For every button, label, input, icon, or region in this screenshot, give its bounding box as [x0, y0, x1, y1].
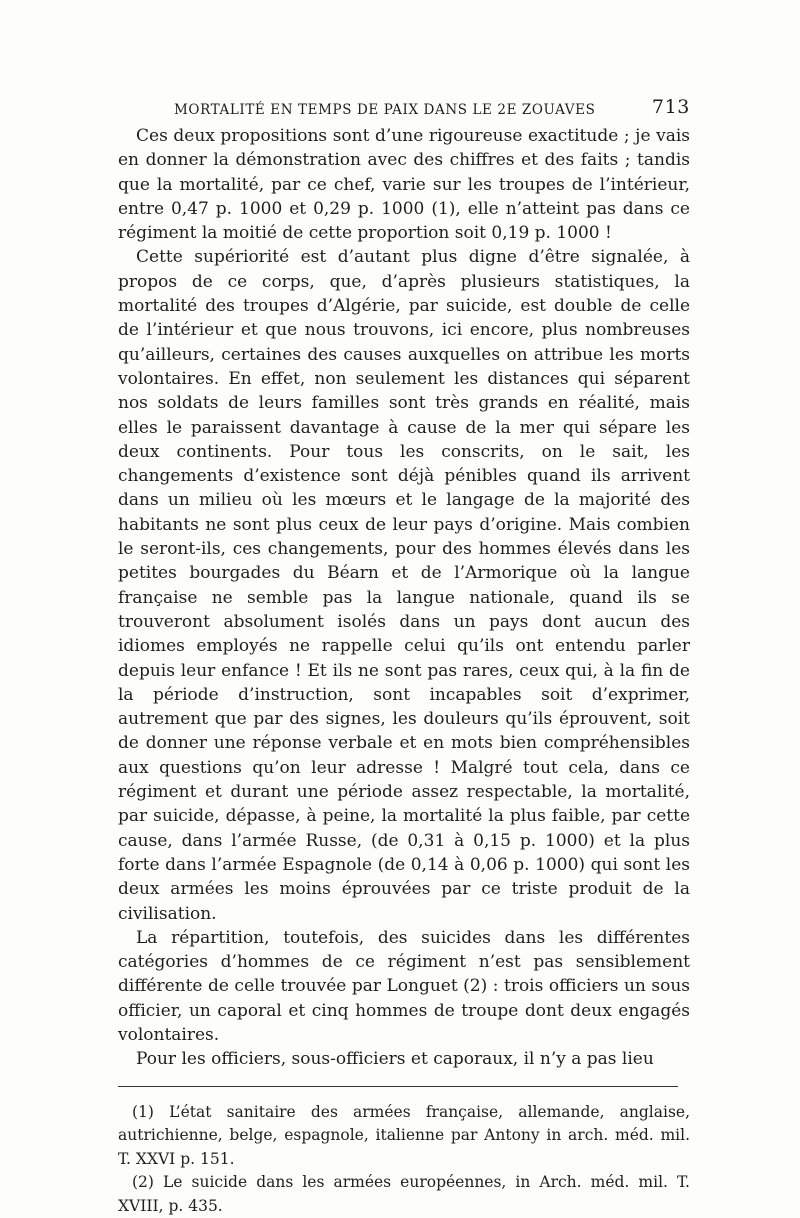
paragraph: Ces deux propositions sont d’une rigoureuse exactitude ; je vais en donner la démonstration avec des chiffres et des faits ; tandis que la mortalité, par ce chef, varie sur les troupes de l’intérieur, entre 0,47 p. 1000 et 0,29 p. 1000 (1), elle n’atteint pas dans ce régiment la moitié de cette proportion soit 0,19 p. 1000 ! — [118, 126, 690, 244]
footnotes — [118, 1101, 690, 1218]
paragraph: Cette supériorité est d’autant plus digne d’être signalée, à propos de ce corps, que, d’après plusieurs statistiques, la mortalité des troupes d’Algérie, par suicide, est double de celle de l’intérieur et que nous trouvons, ici encore, plus nombreuses qu’ailleurs, certaines des causes auxquelles on attribue les morts volontaires. En effet, non seulement les distances qui séparent nos soldats de leurs familles sont très grands en réalité, mais elles le paraissent davantage à cause de la mer qui sépare les deux continents. Pour tous les conscrits, on le sait, les changements d’existence sont déjà pénibles quand ils arrivent dans un milieu où les mœurs et le langage de la majorité des habitants ne sont plus ceux de leur pays d’origine. Mais combien le seront-ils, ces changements, pour des hommes élevés dans les petites bourgades du Béarn et de l’Armorique où la langue française ne semble pas la langue nationale, quand ils se trouveront absolument isolés dans un pays dont aucun des idiomes employés ne rappelle celui qu’ils ont entendu parler depuis leur enfance ! Et ils ne sont pas rares, ceux qui, à la fin de la période d’instruction, sont incapables soit d’exprimer, autrement que par des signes, les douleurs qu’ils éprouvent, soit de donner une réponse verbale et en mots bien compréhensibles aux questions qu’on leur adresse ! Malgré tout cela, dans ce régiment et durant une période assez respectable, la mortalité, par suicide, dépasse, à peine, la mortalité la plus faible, par cette cause, dans l’armée Russe, (de 0,31 à 0,15 p. 1000) et la plus forte dans l’armée Espagnole (de 0,14 à 0,06 p. 1000) qui sont les deux armées les moins éprouvées par ce triste produit de la civilisation. — [118, 247, 690, 924]
page-number: 713 — [651, 96, 690, 118]
footnote-separator — [118, 1086, 678, 1087]
paragraph: Pour les officiers, sous-officiers et caporaux, il n’y a pas lieu — [136, 1049, 654, 1070]
running-header — [118, 96, 690, 122]
running-title: MORTALITÉ EN TEMPS DE PAIX DANS LE 2E ZOUAVES — [174, 102, 596, 118]
footnote: (2) Le suicide dans les armées européennes, in Arch. méd. mil. T. XVIII, p. 435. — [118, 1173, 690, 1215]
body-text — [118, 124, 690, 1072]
footnote: (1) L’état sanitaire des armées française, allemande, anglaise, autrichienne, belge, espagnole, italienne par Antony in arch. méd. mil. T. XXVI p. 151. — [118, 1102, 690, 1168]
book-page — [118, 96, 690, 1218]
paragraph: La répartition, toutefois, des suicides dans les différentes catégories d’hommes de ce régiment n’est pas sensiblement différente de celle trouvée par Longuet (2) : trois officiers un sous officier, un caporal et cinq hommes de troupe dont deux engagés volontaires. — [118, 927, 690, 1045]
